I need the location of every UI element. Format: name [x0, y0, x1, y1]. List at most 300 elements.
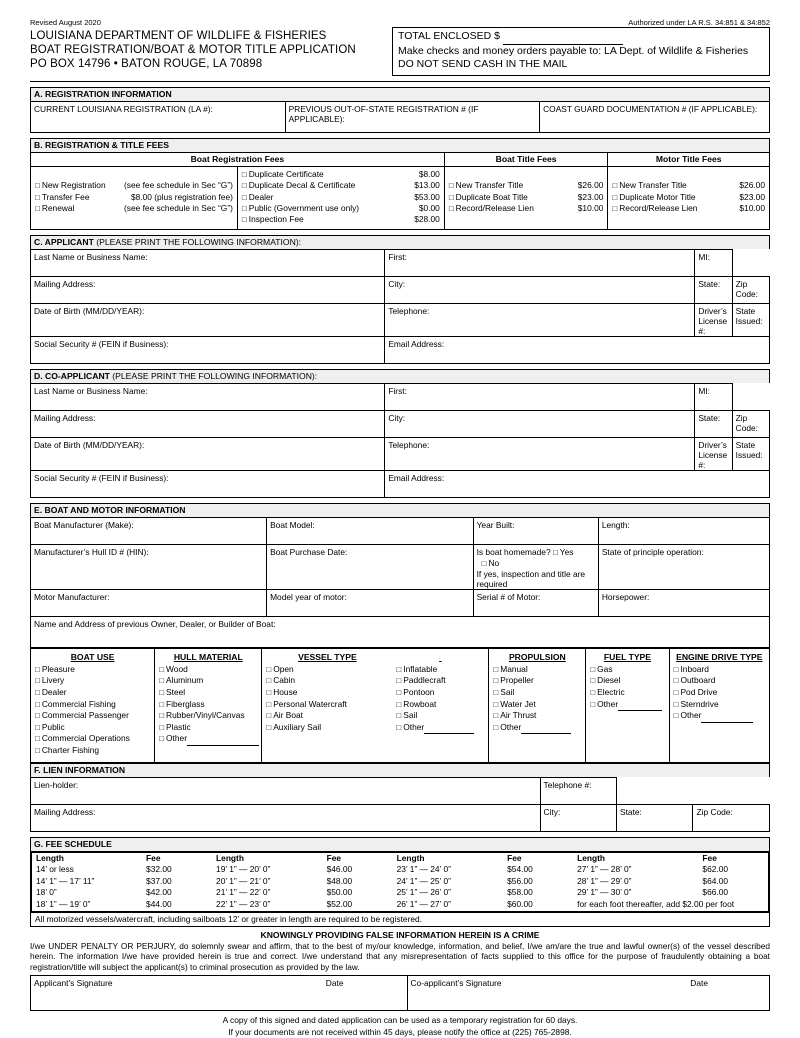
attribute-checkbox-option[interactable] — [396, 722, 484, 735]
coapplicant-email-label: Email Address: — [388, 472, 445, 483]
lien-mailing-field[interactable] — [31, 804, 541, 831]
previous-registration-label: PREVIOUS OUT-OF-STATE REGISTRATION # (IF APPLICABLE): — [288, 103, 479, 124]
checkbox-icon[interactable]: □ — [35, 734, 40, 744]
checkbox-icon[interactable]: □ — [673, 664, 679, 674]
checkbox-icon[interactable]: □ — [493, 699, 499, 709]
no-cash-note: DO NOT SEND CASH IN THE MAIL — [398, 58, 568, 71]
coapplicant-mailing-label: Mailing Address: — [34, 412, 96, 423]
checkbox-icon[interactable]: □ — [493, 664, 499, 674]
checkbox-icon[interactable]: □ — [35, 204, 40, 213]
checkbox-icon[interactable]: □ — [493, 688, 499, 697]
checkbox-icon[interactable]: □ — [448, 204, 454, 213]
checkbox-icon[interactable]: □ — [159, 676, 165, 686]
attribute-option-label: Livery — [41, 675, 65, 686]
attribute-checkbox-option[interactable] — [674, 664, 765, 676]
document-header — [30, 18, 770, 76]
table-row — [31, 249, 770, 276]
fee-option-label: Inspection Fee — [248, 214, 304, 225]
homemade-yes-checkbox[interactable]: □ — [552, 547, 558, 557]
attribute-option-label: Propeller — [500, 675, 534, 686]
attribute-checkbox-option[interactable] — [35, 710, 150, 722]
checkbox-icon[interactable]: □ — [241, 215, 247, 225]
previous-registration-field[interactable] — [285, 101, 540, 132]
checkbox-icon[interactable]: □ — [266, 711, 272, 721]
current-la-registration-label: CURRENT LOUISIANA REGISTRATION (LA #): — [34, 103, 213, 114]
attribute-checkbox-option[interactable] — [590, 687, 664, 699]
attribute-option-label: Paddlecraft — [403, 675, 446, 686]
total-enclosed-input[interactable] — [503, 30, 623, 45]
lien-city-label: City: — [543, 806, 561, 817]
boat-make-field[interactable] — [31, 517, 267, 544]
state-principle-operation-label: State of principle operation: — [601, 546, 704, 557]
lien-table — [30, 777, 770, 832]
section-a-band: A. REGISTRATION INFORMATION — [30, 87, 770, 101]
motor-manufacturer-field[interactable] — [31, 589, 267, 616]
applicant-signature-label: Applicant’s Signature — [34, 978, 113, 989]
motor-manufacturer-label: Motor Manufacturer: — [34, 591, 110, 602]
lien-zip-label: Zip Code: — [696, 806, 733, 817]
coapplicant-lastname-field[interactable] — [31, 383, 385, 410]
schedule-fee-header: Fee — [702, 852, 717, 863]
attribute-option-label: Sail — [403, 710, 418, 721]
boat-attributes-matrix — [30, 648, 770, 763]
attribute-checkbox-option[interactable] — [159, 675, 257, 687]
checkbox-icon[interactable]: □ — [590, 699, 596, 709]
table-row — [32, 899, 769, 911]
fee-option-label: Duplicate Motor Title — [619, 191, 696, 202]
coapplicant-table — [30, 383, 770, 498]
table-row — [32, 864, 769, 876]
applicant-date-label: Date — [325, 978, 344, 989]
attribute-checkbox-option[interactable] — [493, 675, 581, 687]
boat-registration-fees-header: Boat Registration Fees — [31, 152, 445, 166]
schedule-fee-cell: $56.00 — [507, 875, 533, 886]
applicant-signature-field[interactable] — [31, 976, 408, 1011]
coast-guard-doc-label: COAST GUARD DOCUMENTATION # (IF APPLICABLE): — [543, 103, 758, 114]
fee-amount: $23.00 — [739, 191, 765, 202]
checkbox-icon[interactable]: □ — [396, 688, 402, 697]
attribute-option-label: Open — [273, 663, 294, 674]
fee-option[interactable] — [449, 192, 604, 203]
applicant-city-field[interactable] — [385, 276, 695, 303]
attribute-option-label: Air Boat — [273, 710, 303, 721]
previous-owner-field[interactable] — [31, 616, 770, 647]
attribute-option-label: Plastic — [166, 721, 191, 732]
schedule-length-cell: 19’ 1” — 20’ 0” — [216, 864, 271, 875]
attribute-checkbox-option[interactable] — [493, 722, 581, 735]
lien-zip-field[interactable] — [693, 804, 770, 831]
checkbox-icon[interactable]: □ — [35, 181, 40, 191]
checkbox-icon[interactable]: □ — [396, 711, 402, 721]
attribute-option-label: Other — [597, 698, 619, 709]
horsepower-field[interactable] — [598, 589, 769, 616]
applicant-state-field[interactable] — [695, 276, 732, 303]
attribute-checkbox-option[interactable] — [396, 687, 484, 699]
checkbox-icon[interactable]: □ — [266, 699, 272, 709]
checkbox-icon[interactable]: □ — [396, 676, 402, 686]
coapplicant-mailing-field[interactable] — [31, 410, 385, 437]
attribute-checkbox-option[interactable] — [35, 687, 150, 699]
lien-city-field[interactable] — [540, 804, 616, 831]
checkbox-icon[interactable]: □ — [673, 711, 679, 721]
other-input[interactable] — [618, 699, 662, 712]
fees-body-row — [31, 166, 770, 229]
attribute-checkbox-option[interactable] — [266, 687, 388, 699]
fee-amount: $13.00 — [414, 180, 440, 191]
fee-option[interactable] — [242, 192, 440, 203]
table-row — [31, 976, 770, 1011]
fee-option-label: Duplicate Boat Title — [455, 191, 528, 202]
attribute-checkbox-option[interactable] — [35, 699, 150, 711]
checkbox-icon[interactable]: □ — [266, 676, 272, 686]
checkbox-icon[interactable]: □ — [448, 192, 454, 202]
checkbox-icon[interactable]: □ — [241, 181, 247, 191]
applicant-mailing-label: Mailing Address: — [34, 278, 96, 289]
attribute-checkbox-option[interactable] — [35, 722, 150, 734]
fee-option-label: Duplicate Certificate — [248, 168, 324, 179]
applicant-ssn-field[interactable] — [31, 336, 385, 363]
attribute-checkbox-option[interactable] — [159, 722, 257, 734]
checkbox-icon[interactable]: □ — [35, 676, 40, 686]
coapplicant-city-field[interactable] — [385, 410, 695, 437]
motor-year-field[interactable] — [267, 589, 474, 616]
lien-holder-field[interactable] — [31, 777, 541, 804]
checkbox-icon[interactable]: □ — [159, 688, 165, 697]
applicant-mailing-field[interactable] — [31, 276, 385, 303]
applicant-lastname-field[interactable] — [31, 249, 385, 276]
payment-box — [392, 27, 770, 76]
checkbox-icon[interactable]: □ — [241, 204, 247, 213]
attribute-checkbox-option[interactable] — [159, 687, 257, 699]
homemade-note: If yes, inspection and title are required — [476, 568, 586, 589]
checkbox-icon[interactable]: □ — [266, 664, 272, 674]
section-e-band: E. BOAT AND MOTOR INFORMATION — [30, 503, 770, 517]
fee-amount: $28.00 — [414, 214, 440, 225]
length-label: Length: — [601, 519, 630, 530]
checkbox-icon[interactable]: □ — [35, 722, 40, 732]
payable-to-note: Make checks and money orders payable to: LA Dept. of Wildlife & Fisheries — [398, 44, 749, 57]
purchase-date-label: Boat Purchase Date: — [270, 546, 348, 557]
coapplicant-email-field[interactable] — [385, 470, 770, 497]
applicant-state-label: State: — [698, 278, 721, 289]
attribute-checkbox-option[interactable] — [396, 699, 484, 711]
checkbox-icon[interactable]: □ — [35, 711, 40, 721]
checkbox-icon[interactable]: □ — [396, 722, 402, 732]
applicant-email-field[interactable] — [385, 336, 770, 363]
table-row — [31, 410, 770, 437]
fee-option-label: Record/Release Lien — [619, 203, 698, 213]
fee-option[interactable] — [449, 203, 604, 214]
homemade-no-label: No — [488, 557, 500, 568]
attribute-checkbox-option[interactable] — [674, 687, 765, 699]
length-field[interactable] — [598, 517, 769, 544]
attribute-option-label: Rowboat — [403, 698, 437, 709]
checkbox-icon[interactable]: □ — [35, 192, 40, 202]
coapplicant-city-label: City: — [388, 412, 406, 423]
section-g — [30, 837, 770, 927]
other-input[interactable] — [701, 710, 753, 723]
fee-amount: $10.00 — [577, 203, 604, 213]
applicant-zip-field[interactable] — [732, 276, 769, 303]
section-b — [30, 138, 770, 230]
checkbox-icon[interactable]: □ — [35, 699, 40, 709]
checkbox-icon[interactable]: □ — [35, 688, 40, 697]
attribute-checkbox-option[interactable] — [493, 664, 581, 676]
attribute-option-label: Commercial Operations — [41, 733, 130, 744]
boat-model-field[interactable] — [267, 517, 474, 544]
applicant-first-field[interactable] — [385, 249, 695, 276]
fee-option[interactable] — [35, 180, 233, 191]
fee-amount: $23.00 — [577, 191, 604, 202]
year-built-field[interactable] — [473, 517, 598, 544]
schedule-length-cell: 18’ 1” — 19’ 0” — [36, 898, 91, 909]
checkbox-icon[interactable]: □ — [266, 722, 272, 732]
checkbox-icon[interactable]: □ — [612, 181, 618, 191]
fee-option[interactable] — [242, 214, 440, 225]
checkbox-icon[interactable]: □ — [159, 699, 165, 709]
checkbox-icon[interactable]: □ — [590, 664, 596, 674]
state-principle-operation-field[interactable] — [598, 544, 769, 589]
fee-amount: $26.00 — [577, 180, 604, 191]
applicant-first-label: First: — [388, 251, 407, 262]
schedule-length-cell: 26’ 1” — 27’ 0” — [396, 898, 451, 909]
coapplicant-zip-field[interactable] — [732, 410, 769, 437]
attribute-column — [669, 648, 769, 762]
fee-option[interactable] — [35, 203, 233, 214]
applicant-state-issued-field[interactable] — [732, 303, 769, 336]
checkbox-icon[interactable]: □ — [493, 711, 499, 721]
fee-option-label: Record/Release Lien — [455, 203, 534, 213]
attribute-checkbox-option[interactable] — [159, 710, 257, 722]
motor-year-label: Model year of motor: — [270, 591, 347, 602]
attribute-option-label: Public — [41, 721, 65, 732]
table-row — [31, 517, 770, 544]
lien-state-field[interactable] — [617, 804, 693, 831]
attribute-option-label: Inboard — [680, 663, 709, 674]
attribute-checkbox-option[interactable] — [266, 675, 388, 687]
coapplicant-mi-field[interactable] — [695, 383, 732, 410]
attribute-checkbox-option[interactable] — [493, 710, 581, 722]
attribute-option-label: Auxiliary Sail — [273, 721, 322, 732]
table-row — [32, 887, 769, 899]
checkbox-icon[interactable]: □ — [448, 181, 454, 191]
form-page — [30, 18, 770, 1038]
checkbox-icon[interactable]: □ — [396, 699, 402, 709]
table-row — [31, 616, 770, 647]
attribute-checkbox-option[interactable] — [266, 699, 388, 711]
checkbox-icon[interactable]: □ — [159, 734, 165, 744]
checkbox-icon[interactable]: □ — [590, 676, 596, 686]
perjury-statement: I/we UNDER PENALTY OR PERJURY, do solemnly swear and affirm, that to the best of my/our knowledge, information, and belief, I/we am/are the true and lawful owner(s) of the vessel described herein. The information I/we have provided herein is true and correct. I/we understand that any misrepresentation of facts supplied to this office for the purpose of fraudulently obtaining a boat registration/title will subject the applicant(s) to criminal prosecution as provided by the law. — [30, 940, 770, 972]
checkbox-icon[interactable]: □ — [612, 204, 618, 213]
agency-address: PO BOX 14796 • BATON ROUGE, LA 70898 — [30, 58, 263, 71]
section-a — [30, 87, 770, 133]
coapplicant-state-field[interactable] — [695, 410, 732, 437]
current-la-registration-field[interactable] — [31, 101, 286, 132]
coapplicant-mi-label: MI: — [698, 385, 710, 396]
fee-amount: $53.00 — [414, 191, 440, 202]
motor-serial-field[interactable] — [473, 589, 598, 616]
attribute-option-label: Aluminum — [166, 675, 204, 686]
attribute-checkbox-option[interactable] — [159, 733, 257, 746]
applicant-telephone-label: Telephone: — [388, 305, 430, 316]
applicant-mi-field[interactable] — [695, 249, 732, 276]
lien-telephone-field[interactable] — [540, 777, 616, 804]
attribute-option-label: Gas — [597, 663, 613, 674]
schedule-length-cell: 18’ 0” — [36, 887, 57, 898]
attribute-column — [262, 648, 393, 762]
homemade-no-checkbox[interactable]: □ — [481, 558, 487, 568]
attribute-column — [586, 648, 669, 762]
schedule-fee-cell: $37.00 — [146, 875, 172, 886]
schedule-fee-cell: $48.00 — [326, 875, 353, 886]
fee-option[interactable] — [242, 169, 440, 180]
coapplicant-dob-label: Date of Birth (MM/DD/YEAR): — [34, 439, 145, 450]
coast-guard-doc-field[interactable] — [540, 101, 770, 132]
fee-option-label: New Transfer Title — [619, 180, 687, 191]
schedule-length-cell: 28’ 1” — 29’ 0” — [577, 875, 632, 886]
applicant-state-issued-label: State Issued: — [735, 305, 763, 326]
attribute-checkbox-option[interactable] — [493, 699, 581, 711]
lien-state-label: State: — [620, 806, 642, 817]
attribute-checkbox-option[interactable] — [590, 664, 664, 676]
coapplicant-signature-field[interactable] — [407, 976, 770, 1011]
attribute-checkbox-option[interactable] — [159, 664, 257, 676]
purchase-date-field[interactable] — [267, 544, 474, 589]
coapplicant-state-issued-field[interactable] — [732, 437, 769, 470]
attribute-checkbox-option[interactable] — [674, 675, 765, 687]
applicant-ssn-label: Social Security # (FEIN if Business): — [34, 338, 169, 349]
attribute-checkbox-option[interactable] — [35, 664, 150, 676]
checkbox-icon[interactable]: □ — [241, 169, 247, 179]
coapplicant-ssn-label: Social Security # (FEIN if Business): — [34, 472, 169, 483]
checkbox-icon[interactable]: □ — [590, 688, 596, 697]
attribute-checkbox-option[interactable] — [674, 710, 765, 723]
schedule-fee-header: Fee — [507, 852, 522, 863]
checkbox-icon[interactable]: □ — [159, 664, 165, 674]
fee-option[interactable] — [612, 180, 765, 191]
attribute-checkbox-option[interactable] — [35, 733, 150, 745]
schedule-fee-cell: $42.00 — [146, 887, 172, 898]
fee-option-label: Transfer Fee — [41, 191, 90, 202]
attribute-checkbox-option[interactable] — [493, 687, 581, 699]
attribute-checkbox-option[interactable] — [396, 710, 484, 722]
attribute-option-label: Rubber/Vinyl/Canvas — [166, 710, 245, 721]
applicant-city-label: City: — [388, 278, 406, 289]
homemade-field[interactable] — [473, 544, 598, 589]
schedule-fee-cell: $62.00 — [702, 864, 729, 875]
attribute-checkbox-option[interactable] — [590, 675, 664, 687]
attribute-checkbox-option[interactable] — [396, 664, 484, 676]
authorization-statute: Authorized under LA R.S. 34:851 & 34:852 — [628, 18, 770, 27]
applicant-lastname-label: Last Name or Business Name: — [34, 251, 148, 262]
checkbox-icon[interactable]: □ — [396, 664, 402, 674]
checkbox-icon[interactable]: □ — [35, 745, 40, 755]
schedule-length-cell: 27’ 1” — 28’ 0” — [577, 864, 632, 875]
checkbox-icon[interactable]: □ — [159, 722, 165, 732]
attribute-checkbox-option[interactable] — [266, 664, 388, 676]
agency-title — [30, 29, 390, 72]
fee-option[interactable] — [612, 203, 765, 214]
checkbox-icon[interactable]: □ — [612, 192, 618, 202]
table-row — [31, 437, 770, 470]
fee-option[interactable] — [242, 180, 440, 191]
attribute-checkbox-option[interactable] — [266, 710, 388, 722]
attribute-option-label: Commercial Passenger — [41, 710, 129, 721]
table-row — [31, 544, 770, 589]
other-input[interactable] — [424, 722, 474, 735]
other-input[interactable] — [187, 733, 259, 746]
table-row — [31, 303, 770, 336]
attribute-option-label: Outboard — [680, 675, 716, 686]
coapplicant-dob-field[interactable] — [31, 437, 385, 470]
table-row — [31, 336, 770, 363]
applicant-dob-field[interactable] — [31, 303, 385, 336]
checkbox-icon[interactable]: □ — [266, 688, 272, 697]
fee-amount: $26.00 — [739, 180, 765, 191]
checkbox-icon[interactable]: □ — [673, 688, 679, 697]
section-f — [30, 763, 770, 832]
certification-block — [30, 930, 770, 1038]
coapplicant-first-field[interactable] — [385, 383, 695, 410]
coapplicant-first-label: First: — [388, 385, 407, 396]
attribute-checkbox-option[interactable] — [35, 745, 150, 757]
schedule-fee-cell: $46.00 — [326, 864, 353, 875]
fee-option-label: Dealer — [248, 191, 274, 202]
coapplicant-ssn-field[interactable] — [31, 470, 385, 497]
homemade-yes-label: Yes — [559, 546, 574, 557]
fee-option[interactable] — [242, 203, 440, 214]
attribute-checkbox-option[interactable] — [674, 699, 765, 711]
checkbox-icon[interactable]: □ — [241, 192, 247, 202]
schedule-length-header: Length — [577, 852, 606, 863]
attribute-checkbox-option[interactable] — [35, 675, 150, 687]
applicant-telephone-field[interactable] — [385, 303, 695, 336]
schedule-fee-cell: $32.00 — [146, 864, 172, 875]
checkbox-icon[interactable]: □ — [159, 711, 165, 721]
fee-schedule-header-row — [32, 852, 769, 864]
coapplicant-dl-field[interactable] — [695, 437, 732, 470]
hull-id-field[interactable] — [31, 544, 267, 589]
checkbox-icon[interactable]: □ — [673, 676, 679, 686]
checkbox-icon[interactable]: □ — [673, 699, 679, 709]
attribute-checkbox-option[interactable] — [590, 699, 664, 712]
boat-make-label: Boat Manufacturer (Make): — [34, 519, 134, 530]
attribute-checkbox-option[interactable] — [396, 675, 484, 687]
coapplicant-state-label: State: — [698, 412, 721, 423]
attribute-checkbox-option[interactable] — [159, 699, 257, 711]
schedule-fee-cell: $58.00 — [507, 887, 533, 898]
checkbox-icon[interactable]: □ — [493, 676, 499, 686]
attribute-checkbox-option[interactable] — [266, 722, 388, 734]
coapplicant-telephone-field[interactable] — [385, 437, 695, 470]
applicant-dl-field[interactable] — [695, 303, 732, 336]
hull-id-label: Manufacturer’s Hull ID # (HIN): — [34, 546, 149, 557]
checkbox-icon[interactable]: □ — [35, 664, 40, 674]
fee-amount: $0.00 — [418, 203, 440, 213]
other-input[interactable] — [521, 722, 571, 735]
fee-option[interactable] — [35, 192, 233, 203]
total-enclosed-row — [398, 30, 764, 45]
schedule-fee-cell: $44.00 — [146, 898, 172, 909]
schedule-length-header: Length — [36, 852, 64, 863]
fee-option[interactable] — [612, 192, 765, 203]
checkbox-icon[interactable]: □ — [493, 722, 499, 732]
revision-date: Revised August 2020 — [30, 18, 101, 27]
applicant-table — [30, 249, 770, 364]
fee-option[interactable] — [449, 180, 604, 191]
attribute-column-title: ENGINE DRIVE TYPE — [676, 651, 763, 662]
